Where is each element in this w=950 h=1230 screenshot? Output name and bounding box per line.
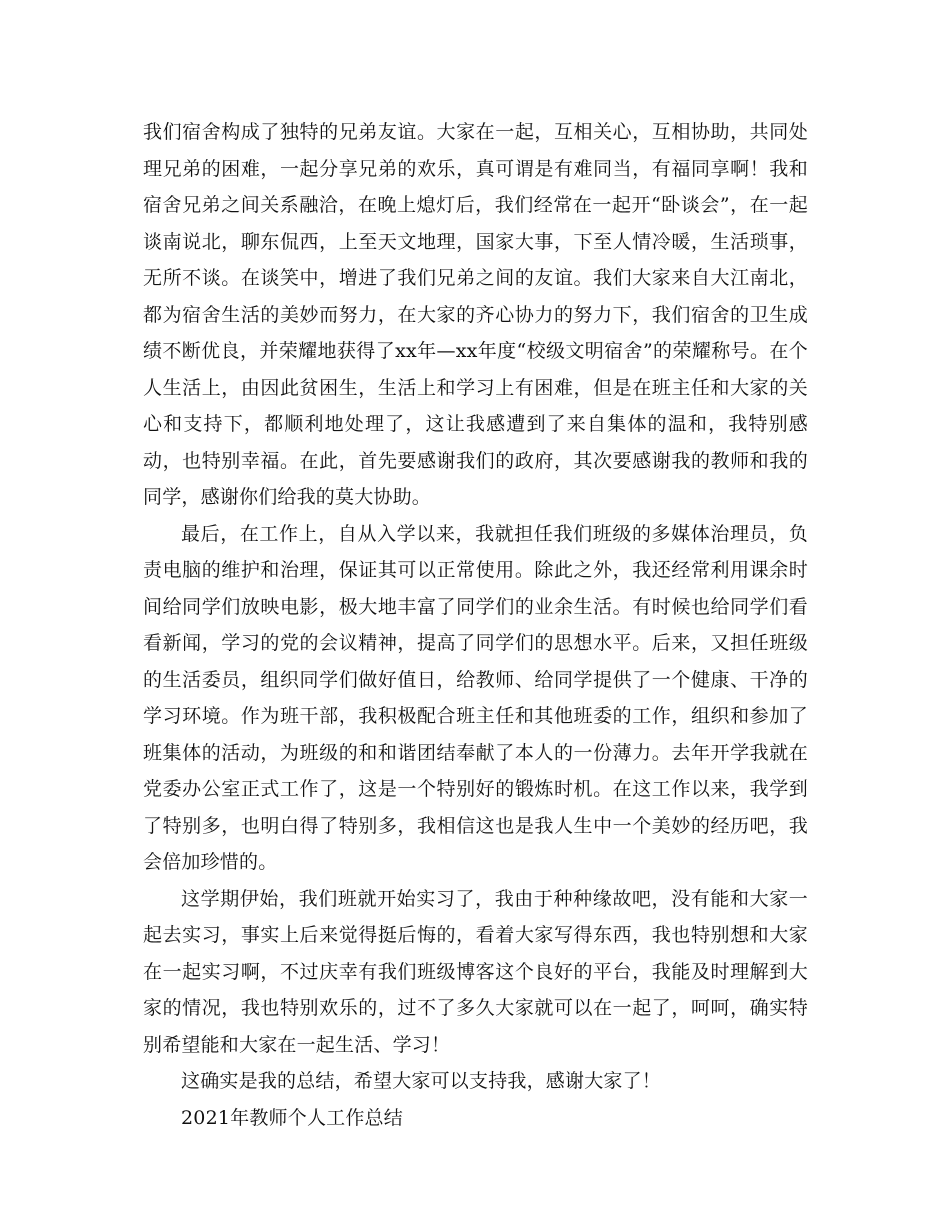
document-body <box>143 114 808 1136</box>
paragraph-work-duties: 最后，在工作上，自从入学以来，我就担任我们班级的多媒体治理员，负责电脑的维护和治理，保证其可以正常使用。除此之外，我还经常利用课余时间给同学们放映电影，极大地丰富了同学们的业余生活。有时候也给同学们看看新闻，学习的党的会议精神，提高了同学们的思想水平。后来，又担任班级的生活委员，组织同学们做好值日，给教师、给同学提供了一个健康、干净的学习环境。作为班干部，我积极配合班主任和其他班委的工作，组织和参加了班集体的活动，为班级的和和谐团结奉献了本人的一份薄力。去年开学我就在党委办公室正式工作了，这是一个特别好的锻炼时机。在这工作以来，我学到了特别多，也明白得了特别多，我相信这也是我人生中一个美妙的经历吧，我会倍加珍惜的。 <box>143 522 808 873</box>
paragraph-dormitory-friendship: 我们宿舍构成了独特的兄弟友谊。大家在一起，互相关心，互相协助，共同处理兄弟的困难，一起分享兄弟的欢乐，真可谓是有难同当，有福同享啊！我和宿舍兄弟之间关系融洽，在晚上熄灯后，我们经常在一起开“卧谈会”，在一起谈南说北，聊东侃西，上至天文地理，国家大事，下至人情冷暖，生活琐事，无所不谈。在谈笑中，增进了我们兄弟之间的友谊。我们大家来自大江南北，都为宿舍生活的美妙而努力，在大家的齐心协力的努力下，我们宿舍的卫生成绩不断优良，并荣耀地获得了xx年—xx年度“校级文明宿舍”的荣耀称号。在个人生活上，由因此贫困生，生活上和学习上有困难，但是在班主任和大家的关心和支持下，都顺利地处理了，这让我感遭到了来自集体的温和，我特别感动，也特别幸福。在此，首先要感谢我们的政府，其次要感谢我的教师和我的同学，感谢你们给我的莫大协助。 <box>143 121 808 508</box>
next-section-title: 2021年教师个人工作总结 <box>181 1106 403 1129</box>
paragraph-conclusion: 这确实是我的总结，希望大家可以支持我，感谢大家了！ <box>181 1070 662 1092</box>
paragraph-internship: 这学期伊始，我们班就开始实习了，我由于种种缘故吧，没有能和大家一起去实习，事实上后来觉得挺后悔的，看着大家写得东西，我也特别想和大家在一起实习啊，不过庆幸有我们班级博客这个良好的平台，我能及时理解到大家的情况，我也特别欢乐的，过不了多久大家就可以在一起了，呵呵，确实特别希望能和大家在一起生活、学习！ <box>143 887 808 1056</box>
